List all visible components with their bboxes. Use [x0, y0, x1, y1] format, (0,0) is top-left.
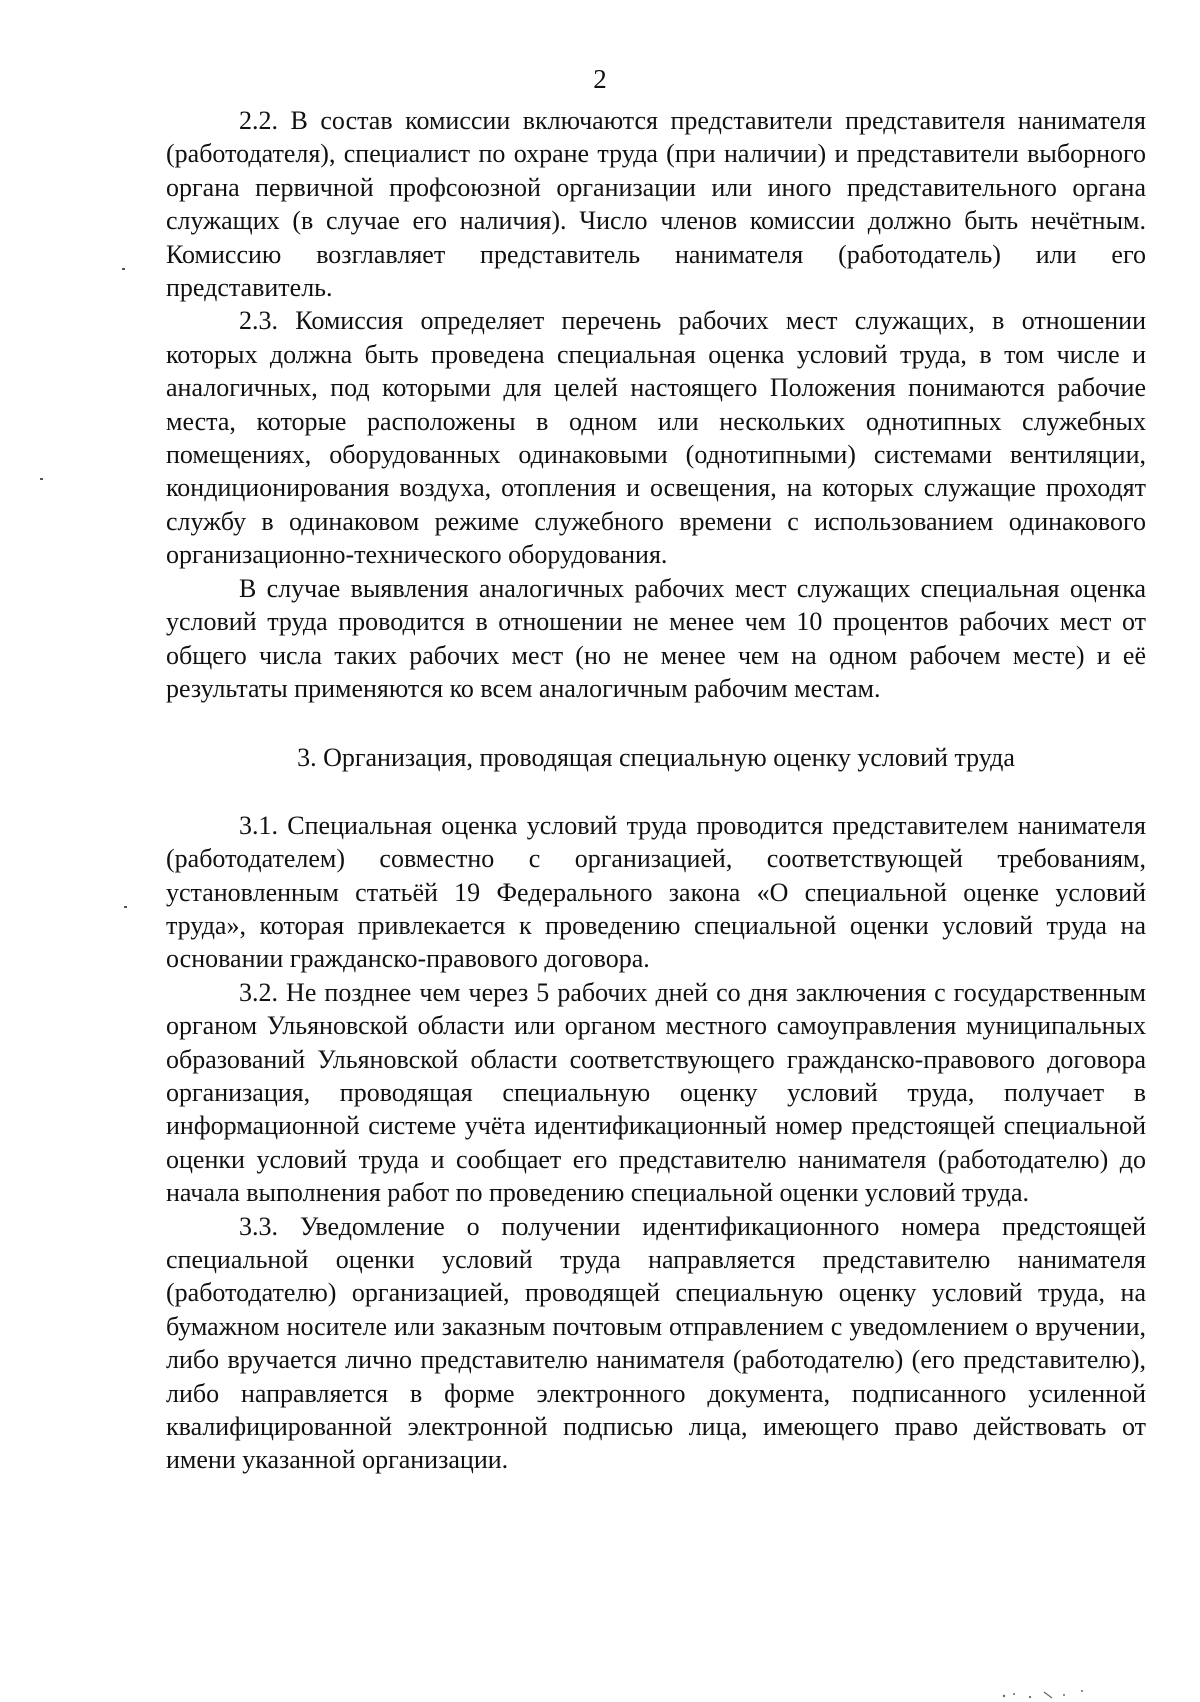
- section-3-heading: 3. Организация, проводящая специальную оценку условий труда: [297, 743, 1015, 773]
- paragraph-2-2: 2.2. В состав комиссии включаются представители представителя нанимателя (работодателя), специалист по охране труда (при наличии) и представители выборного органа первичной профсоюзной организации или иного представительного органа служащих (в случае его наличия). Число членов комиссии должно быть нечётным. Комиссию возглавляет представитель нанимателя (работодатель) или его представитель.: [166, 106, 1146, 303]
- scan-artifact: [1000, 1688, 1120, 1702]
- page-number: 2: [593, 64, 607, 94]
- paragraph-3-1: 3.1. Специальная оценка условий труда проводится представителем нанимателя (работодателем) совместно с организацией, соответствующей требованиям, установленным статьёй 19 Федерального закона «О специальной оценке условий труда», которая привлекается к проведению специальной оценки условий труда на основании гражданско-правового договора.: [166, 810, 1146, 974]
- paragraph-3-2: 3.2. Не позднее чем через 5 рабочих дней со дня заключения с государственным органом Ульяновской области или органом местного самоуправления муниципальных образований Ульяновской области соответствующего гражданско-правового договора организация, проводящая специальную оценку условий труда, получает в информационной системе учёта идентификационный номер предстоящей специальной оценки условий труда и сообщает его представителю нанимателя (работодателю) до начала выполнения работ по проведению специальной оценки условий труда.: [166, 977, 1146, 1208]
- paragraph-3-3: 3.3. Уведомление о получении идентификационного номера предстоящей специальной оценки условий труда направляется представителю нанимателя (работодателю) организацией, проводящей специальную оценку условий труда, на бумажном носителе или заказным почтовым отправлением с уведомлением о вручении, либо вручается лично представителю нанимателя (работодателю) (его представителю), либо направляется в форме электронного документа, подписанного усиленной квалифицированной электронной подписью лица, имеющего право действовать от имени указанной организации.: [166, 1211, 1146, 1475]
- scan-speck: [40, 478, 43, 480]
- document-body: [166, 104, 1146, 1477]
- paragraph-2-3-continued: В случае выявления аналогичных рабочих мест служащих специальная оценка условий труда проводится в отношении не менее чем 10 процентов рабочих мест от общего числа таких рабочих мест (но не менее чем на одном рабочем месте) и её результаты применяются ко всем аналогичным рабочим местам.: [166, 573, 1146, 703]
- scan-speck: [124, 906, 127, 908]
- scan-speck: [122, 268, 125, 270]
- paragraph-2-3: 2.3. Комиссия определяет перечень рабочих мест служащих, в отношении которых должна быть проведена специальная оценка условий труда, в том числе и аналогичных, под которыми для целей настоящего Положения понимаются рабочие места, которые расположены в одном или нескольких однотипных служебных помещениях, оборудованных одинаковыми (однотипными) системами вентиляции, кондиционирования воздуха, отопления и освещения, на которых служащие проходят службу в одинаковом режиме служебного времени с использованием одинакового организационно-технического оборудования.: [166, 306, 1146, 570]
